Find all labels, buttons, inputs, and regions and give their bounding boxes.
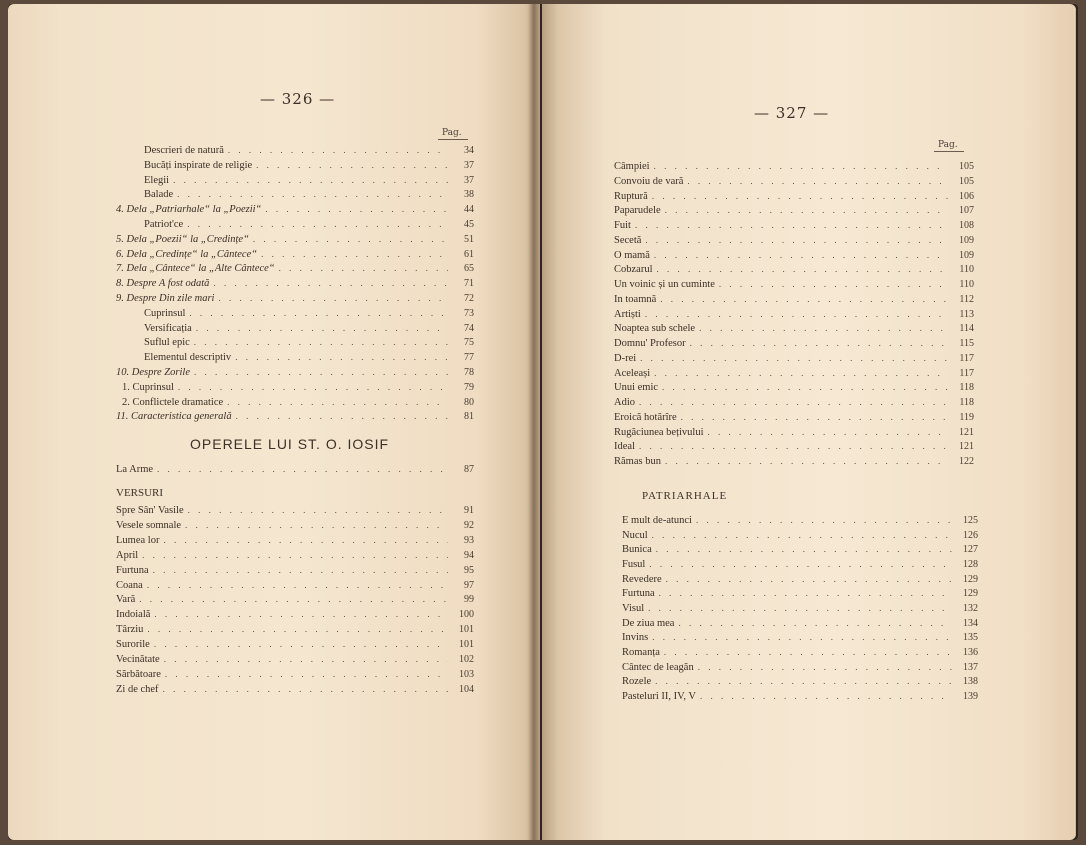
entry-page: 101 xyxy=(459,624,474,636)
entry-title: Lumea lor xyxy=(116,534,160,546)
entry-page: 100 xyxy=(459,609,474,621)
entry-page: 117 xyxy=(959,352,974,364)
entry-title: Ruptură xyxy=(614,190,648,202)
leader-dots xyxy=(187,217,448,232)
toc-entry xyxy=(116,533,474,548)
toc-entry xyxy=(622,616,978,631)
toc-entry xyxy=(622,542,978,557)
entry-title: Suflul epic xyxy=(144,337,190,349)
leader-dots xyxy=(235,350,448,365)
leader-dots xyxy=(698,660,952,675)
leader-dots xyxy=(655,674,952,689)
entry-title: 6. Dela „Credințe“ la „Cântece“ xyxy=(116,248,258,260)
toc-entry xyxy=(144,335,474,350)
leader-dots xyxy=(665,454,948,469)
entry-title: Cuprinsul xyxy=(144,307,186,319)
entry-page: 102 xyxy=(459,654,474,665)
leader-dots xyxy=(147,578,448,593)
entry-title: Revedere xyxy=(622,573,662,585)
toc-entry xyxy=(116,592,474,607)
toc-entry xyxy=(144,187,474,202)
toc-entry xyxy=(116,622,474,637)
toc-entry xyxy=(116,261,474,276)
entry-title: 7. Dela „Cântece“ la „Alte Cântece“ xyxy=(116,263,275,275)
entry-page: 104 xyxy=(459,683,474,695)
leader-dots xyxy=(213,276,448,291)
entry-page: 71 xyxy=(464,278,474,290)
leader-dots xyxy=(708,425,948,440)
entry-page: 74 xyxy=(464,322,474,334)
entry-title: Ideal xyxy=(614,441,635,453)
entry-page: 109 xyxy=(959,249,974,261)
toc-entry xyxy=(614,321,974,336)
leader-dots xyxy=(196,321,448,336)
toc-entry xyxy=(614,380,974,395)
entry-title: Vară xyxy=(116,594,136,606)
entry-title: Furtuna xyxy=(116,564,149,576)
toc-entry xyxy=(116,365,474,380)
leader-dots xyxy=(699,321,948,336)
entry-page: 137 xyxy=(963,661,978,673)
entry-page: 38 xyxy=(464,189,474,201)
toc-entry xyxy=(144,143,474,158)
leader-dots xyxy=(639,439,948,454)
toc-entry xyxy=(614,277,974,292)
entry-page: 126 xyxy=(963,529,978,541)
entry-title: Descrieri de natură xyxy=(144,145,224,156)
entry-page: 105 xyxy=(959,175,974,187)
entry-page: 110 xyxy=(959,279,974,290)
entry-title: Adio xyxy=(614,397,635,408)
entry-page: 128 xyxy=(963,558,978,570)
entry-title: 1. Cuprinsul xyxy=(122,381,174,393)
leader-dots xyxy=(139,592,448,607)
leader-dots xyxy=(664,645,952,660)
leader-dots xyxy=(654,248,948,263)
entry-page: 101 xyxy=(459,639,474,651)
entry-title: 8. Despre A fost odată xyxy=(116,278,210,290)
toc-entry xyxy=(614,425,974,440)
leader-dots xyxy=(700,689,952,704)
entry-page: 37 xyxy=(464,159,474,171)
leader-dots xyxy=(265,202,448,217)
entry-page: 129 xyxy=(963,588,978,600)
entry-page: 79 xyxy=(464,381,474,393)
leader-dots xyxy=(666,572,952,587)
toc-entry xyxy=(622,586,978,601)
toc-entry xyxy=(144,321,474,336)
leader-dots xyxy=(645,307,948,322)
toc-entry xyxy=(614,233,974,248)
page-edge xyxy=(1074,10,1076,836)
entry-title: Unui emic xyxy=(614,382,659,394)
entry-page: 110 xyxy=(959,264,974,276)
entry-title: Târziu xyxy=(116,624,144,636)
entry-page: 37 xyxy=(464,174,474,186)
leader-dots xyxy=(696,513,952,528)
leader-dots xyxy=(165,667,448,682)
entry-title: In toamnă xyxy=(614,293,657,305)
entry-page: 34 xyxy=(464,145,474,156)
leader-dots xyxy=(228,143,448,158)
entry-title: Pasteluri II, IV, V xyxy=(622,690,696,702)
entry-page: 134 xyxy=(963,617,978,629)
left-page xyxy=(8,4,540,840)
entry-title: Coana xyxy=(116,579,143,591)
entry-title: De ziua mea xyxy=(622,617,675,629)
toc-entry xyxy=(614,351,974,366)
gutter-shadow xyxy=(528,4,540,840)
toc-entry xyxy=(116,462,474,477)
entry-title: Artiști xyxy=(614,308,641,320)
leader-dots xyxy=(681,410,948,425)
entry-title: Rămas bun xyxy=(614,456,661,467)
leader-dots xyxy=(654,159,948,174)
entry-page: 80 xyxy=(464,396,474,408)
entry-page: 122 xyxy=(959,456,974,467)
entry-page: 129 xyxy=(963,573,978,585)
leader-dots xyxy=(660,292,948,307)
toc-entry xyxy=(116,637,474,652)
entry-title: Versificația xyxy=(144,322,192,334)
entry-page: 117 xyxy=(959,367,974,379)
toc-entry xyxy=(116,202,474,217)
leader-dots xyxy=(194,335,448,350)
entry-page: 135 xyxy=(963,632,978,644)
entry-title: 5. Dela „Poezii“ la „Credințe“ xyxy=(116,233,249,245)
toc-entry xyxy=(116,667,474,682)
entry-page: 94 xyxy=(464,549,474,561)
leader-dots xyxy=(687,174,948,189)
entry-page: 72 xyxy=(464,293,474,304)
toc-entry xyxy=(614,189,974,204)
leader-dots xyxy=(147,622,448,637)
entry-page: 97 xyxy=(464,579,474,591)
toc-entry xyxy=(614,203,974,218)
entry-title: Indoială xyxy=(116,609,151,621)
leader-dots xyxy=(189,306,448,321)
entry-page: 138 xyxy=(963,676,978,688)
entry-title: Fusul xyxy=(622,558,646,570)
entry-title: Romanța xyxy=(622,646,660,658)
toc-entry xyxy=(614,336,974,351)
entry-title: E mult de-atunci xyxy=(622,515,692,526)
entry-title: Noaptea sub schele xyxy=(614,323,696,335)
leader-dots xyxy=(648,601,952,616)
toc-entry xyxy=(116,652,474,667)
entry-page: 127 xyxy=(963,544,978,556)
toc-entry xyxy=(144,173,474,188)
entry-title: April xyxy=(116,549,139,561)
toc-entry xyxy=(622,557,978,572)
entry-title: Cobzarul xyxy=(614,264,653,276)
toc-entry xyxy=(144,306,474,321)
entry-title: Secetă xyxy=(614,234,642,246)
entry-title: Invins xyxy=(622,632,649,644)
entry-title: Domnu' Profesor xyxy=(614,338,686,349)
entry-title: Rugăciunea bețivului xyxy=(614,426,704,438)
entry-page: 51 xyxy=(464,233,474,245)
toc-entry xyxy=(622,601,978,616)
entry-page: 118 xyxy=(959,397,974,408)
entry-page: 139 xyxy=(963,690,978,702)
entry-page: 91 xyxy=(464,505,474,516)
leader-dots xyxy=(177,187,448,202)
leader-dots xyxy=(639,395,948,410)
entry-page: 99 xyxy=(464,594,474,606)
entry-page: 109 xyxy=(959,234,974,246)
entry-title: Aceleași xyxy=(614,367,651,379)
entry-title: Convoiu de vară xyxy=(614,175,684,187)
entry-page: 93 xyxy=(464,534,474,546)
toc-entry xyxy=(116,276,474,291)
section-title: OPERELE LUI ST. O. IOSIF xyxy=(190,436,390,452)
entry-title: 9. Despre Din zile mari xyxy=(116,293,215,304)
entry-title: 2. Conflictele dramatice xyxy=(122,396,224,408)
entry-page: 95 xyxy=(464,564,474,576)
toc-entry xyxy=(614,454,974,469)
entry-title: Câmpiei xyxy=(614,161,650,172)
leader-dots xyxy=(649,557,952,572)
leader-dots xyxy=(142,548,448,563)
entry-title: Zi de chef xyxy=(116,683,159,695)
toc-entry xyxy=(614,307,974,322)
entry-title: Nucul xyxy=(622,529,648,541)
leader-dots xyxy=(157,462,448,477)
leader-dots xyxy=(261,247,448,262)
section-heading: PATRIARHALE xyxy=(642,490,728,502)
entry-page: 45 xyxy=(464,219,474,230)
toc-entry xyxy=(144,217,474,232)
leader-dots xyxy=(279,261,448,276)
pag-column-header: Pag. xyxy=(938,140,958,150)
toc-entry xyxy=(144,158,474,173)
page-number: — 327 — xyxy=(754,104,830,122)
leader-dots xyxy=(194,365,448,380)
toc-entry xyxy=(614,159,974,174)
leader-dots xyxy=(227,395,448,410)
right-page xyxy=(542,4,1076,840)
entry-page: 114 xyxy=(959,323,974,335)
entry-page: 92 xyxy=(464,519,474,531)
page-number: — 326 — xyxy=(260,90,336,108)
entry-title: Elegii xyxy=(144,174,170,186)
entry-title: Paparudele xyxy=(614,205,661,217)
toc-entry xyxy=(622,528,978,543)
entry-title: Rozele xyxy=(622,676,652,688)
entry-title: Eroică hotărîre xyxy=(614,411,677,423)
leader-dots xyxy=(635,218,948,233)
leader-dots xyxy=(719,277,948,292)
leader-dots xyxy=(188,503,448,518)
leader-dots xyxy=(173,173,448,188)
leader-dots xyxy=(178,380,448,395)
toc-entry xyxy=(614,262,974,277)
leader-dots xyxy=(678,616,952,631)
leader-dots xyxy=(690,336,948,351)
toc-entry xyxy=(116,409,474,424)
leader-dots xyxy=(256,158,448,173)
toc-entry xyxy=(122,380,474,395)
toc-entry xyxy=(622,513,978,528)
toc-entry xyxy=(622,674,978,689)
leader-dots xyxy=(656,542,952,557)
entry-page: 118 xyxy=(959,382,974,394)
entry-page: 113 xyxy=(959,308,974,320)
toc-entry xyxy=(144,350,474,365)
entry-page: 81 xyxy=(464,411,474,423)
toc-entry xyxy=(116,578,474,593)
entry-page: 115 xyxy=(959,338,974,349)
entry-title: Bunica xyxy=(622,544,652,556)
leader-dots xyxy=(654,366,948,381)
toc-entry xyxy=(116,682,474,697)
leader-dots xyxy=(657,262,949,277)
entry-page: 107 xyxy=(959,205,974,217)
toc-entry xyxy=(614,218,974,233)
toc-entry xyxy=(116,232,474,247)
toc-entry xyxy=(614,292,974,307)
leader-dots xyxy=(163,533,448,548)
toc-entry xyxy=(622,689,978,704)
toc-entry xyxy=(614,439,974,454)
leader-dots xyxy=(163,682,448,697)
entry-title: Fuit xyxy=(614,220,631,231)
leader-dots xyxy=(652,189,948,204)
entry-page: 121 xyxy=(959,441,974,453)
entry-title: 11. Caracteristica generală xyxy=(116,411,232,423)
toc-entry xyxy=(116,563,474,578)
toc-entry xyxy=(614,410,974,425)
entry-title: 4. Dela „Patriarhale“ la „Poezii“ xyxy=(116,204,262,216)
entry-page: 119 xyxy=(959,411,974,423)
book-spread xyxy=(8,4,1078,840)
leader-dots xyxy=(185,518,448,533)
leader-dots xyxy=(659,586,952,601)
toc-entry xyxy=(622,660,978,675)
leader-dots xyxy=(640,351,948,366)
leader-dots xyxy=(154,637,448,652)
entry-page: 103 xyxy=(459,668,474,680)
entry-page: 136 xyxy=(963,646,978,658)
toc-entry xyxy=(622,572,978,587)
entry-page: 87 xyxy=(464,464,474,475)
entry-page: 77 xyxy=(464,352,474,364)
toc-entry xyxy=(622,630,978,645)
section-heading: VERSURI xyxy=(116,487,164,499)
entry-page: 132 xyxy=(963,602,978,614)
leader-dots xyxy=(665,203,948,218)
entry-title: Un voinic și un cuminte xyxy=(614,279,715,290)
leader-dots xyxy=(652,528,952,543)
leader-dots xyxy=(236,409,448,424)
leader-dots xyxy=(253,232,448,247)
entry-title: Vesele somnale xyxy=(116,519,182,531)
toc-entry xyxy=(622,645,978,660)
leader-dots xyxy=(645,233,948,248)
entry-page: 65 xyxy=(464,263,474,275)
entry-title: Surorile xyxy=(116,639,150,651)
leader-dots xyxy=(153,563,448,578)
entry-title: D-rei xyxy=(614,352,637,364)
entry-title: Furtuna xyxy=(622,588,655,600)
toc-entry xyxy=(614,366,974,381)
leader-dots xyxy=(164,652,448,667)
entry-title: Elementul descriptiv xyxy=(144,352,232,364)
entry-page: 73 xyxy=(464,307,474,319)
entry-title: Vecinătate xyxy=(116,654,160,665)
toc-entry xyxy=(116,247,474,262)
entry-title: Sărbătoare xyxy=(116,668,161,680)
entry-page: 78 xyxy=(464,367,474,378)
entry-title: Bucăți inspirate de religie xyxy=(144,159,253,171)
leader-dots xyxy=(652,630,952,645)
entry-page: 61 xyxy=(464,248,474,260)
entry-title: Visul xyxy=(622,602,645,614)
entry-page: 44 xyxy=(464,204,474,216)
entry-title: Spre Sân' Vasile xyxy=(116,505,184,516)
toc-entry xyxy=(614,248,974,263)
toc-entry xyxy=(614,174,974,189)
entry-page: 125 xyxy=(963,515,978,526)
toc-entry xyxy=(116,503,474,518)
entry-page: 112 xyxy=(959,293,974,305)
entry-title: 10. Despre Zorile xyxy=(116,367,190,378)
leader-dots xyxy=(662,380,948,395)
toc-entry xyxy=(116,518,474,533)
pag-column-header: Pag. xyxy=(442,128,462,138)
entry-page: 105 xyxy=(959,161,974,172)
toc-entry xyxy=(116,548,474,563)
entry-page: 106 xyxy=(959,190,974,202)
entry-title: O mamă xyxy=(614,249,650,261)
leader-dots xyxy=(154,607,448,622)
toc-entry xyxy=(614,395,974,410)
toc-entry xyxy=(116,291,474,306)
toc-entry xyxy=(122,395,474,410)
entry-page: 75 xyxy=(464,337,474,349)
entry-page: 108 xyxy=(959,220,974,231)
entry-page: 121 xyxy=(959,426,974,438)
entry-title: Cântec de leagăn xyxy=(622,661,694,673)
entry-title: Balade xyxy=(144,189,174,201)
entry-title: La Arme xyxy=(116,464,154,475)
toc-entry xyxy=(116,607,474,622)
leader-dots xyxy=(218,291,448,306)
entry-title: Patriot'ce xyxy=(144,219,184,230)
